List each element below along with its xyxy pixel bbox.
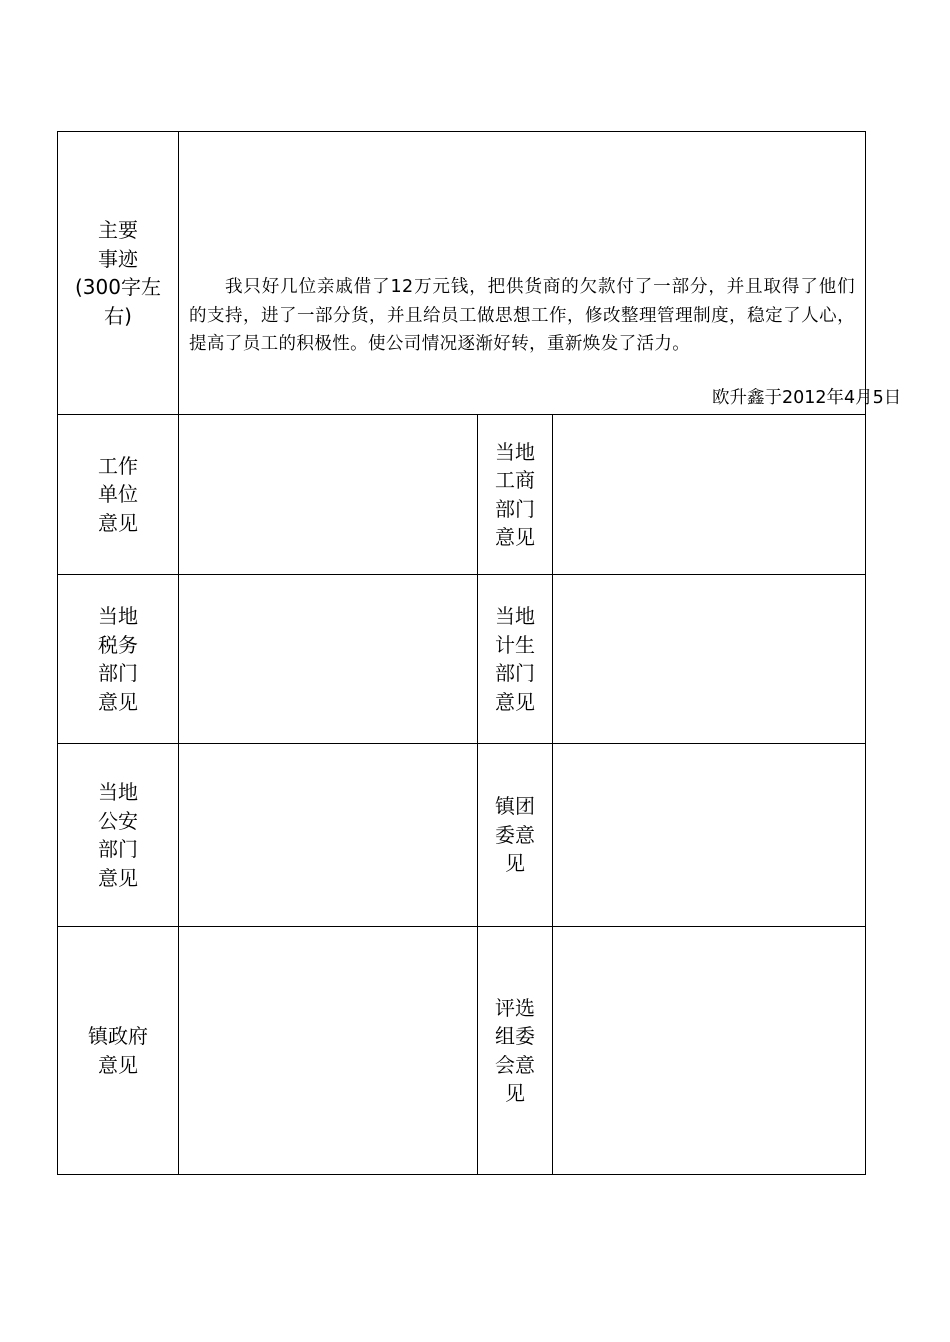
local-family-planning-opinion-label bbox=[478, 575, 553, 744]
main-deeds-row bbox=[58, 132, 866, 415]
main-deeds-signature: 欧升鑫于2012年4月5日 bbox=[712, 388, 902, 408]
label-line: 意见 bbox=[98, 865, 138, 890]
opinion-row bbox=[58, 575, 866, 744]
local-public-security-opinion-label bbox=[58, 744, 179, 927]
recommendation-form-table bbox=[57, 131, 902, 1175]
label-line: 意见 bbox=[98, 1052, 138, 1077]
work-unit-opinion-field[interactable] bbox=[179, 415, 478, 575]
main-deeds-text: 我只好几位亲戚借了12万元钱，把供货商的欠款付了一部分，并且取得了他们的支持，进了一部分货，并且给员工做思想工作，修改整理管理制度，稳定了人心，提高了员工的积极性。使公司情况逐渐好转，重新焕发了活力。 bbox=[189, 277, 855, 354]
label-line: 公安 bbox=[98, 808, 138, 833]
local-tax-opinion-label bbox=[58, 575, 179, 744]
label-line: 会意 bbox=[495, 1052, 535, 1077]
label-line: 镇团 bbox=[495, 794, 535, 819]
town-government-opinion-field[interactable] bbox=[179, 927, 478, 1175]
main-deeds-label-line: 主要 bbox=[98, 218, 138, 242]
label-line: 部门 bbox=[98, 837, 138, 861]
local-tax-opinion-field[interactable] bbox=[179, 575, 478, 744]
label-line: 见 bbox=[505, 851, 525, 876]
label-line: 当地 bbox=[98, 780, 138, 804]
town-government-opinion-label bbox=[58, 927, 179, 1175]
local-industry-commerce-opinion-label bbox=[478, 415, 553, 575]
label-line: 税务 bbox=[98, 632, 138, 657]
main-deeds-label bbox=[58, 132, 179, 415]
label-line: 工作 bbox=[98, 453, 138, 478]
selection-committee-opinion-label bbox=[478, 927, 553, 1175]
work-unit-opinion-label bbox=[58, 415, 179, 575]
opinion-row bbox=[58, 744, 866, 927]
label-line: 部门 bbox=[98, 661, 138, 685]
label-line: 当地 bbox=[495, 604, 535, 628]
main-deeds-label-line: 事迹 bbox=[98, 246, 138, 271]
label-line: 意见 bbox=[98, 510, 138, 535]
opinion-row bbox=[58, 415, 866, 575]
label-line: 意见 bbox=[98, 689, 138, 714]
label-line: 单位 bbox=[98, 482, 138, 507]
label-line: 见 bbox=[505, 1081, 525, 1105]
label-line: 当地 bbox=[495, 439, 535, 464]
label-line: 计生 bbox=[495, 632, 535, 657]
town-youth-league-opinion-label bbox=[478, 744, 553, 927]
main-deeds-label-line: (300字左 bbox=[75, 275, 161, 299]
label-line: 镇政府 bbox=[88, 1024, 148, 1048]
selection-committee-opinion-field[interactable] bbox=[553, 927, 866, 1175]
label-line: 当地 bbox=[98, 604, 138, 628]
main-deeds-label-line: 右) bbox=[104, 303, 132, 328]
label-line: 部门 bbox=[495, 661, 535, 685]
main-deeds-content[interactable] bbox=[179, 132, 902, 415]
label-line: 评选 bbox=[495, 995, 535, 1020]
label-line: 委意 bbox=[495, 822, 535, 847]
opinion-row bbox=[58, 927, 866, 1175]
label-line: 工商 bbox=[495, 468, 535, 492]
town-youth-league-opinion-field[interactable] bbox=[553, 744, 866, 927]
local-industry-commerce-opinion-field[interactable] bbox=[553, 415, 866, 575]
label-line: 组委 bbox=[495, 1024, 535, 1048]
label-line: 意见 bbox=[495, 525, 535, 549]
label-line: 意见 bbox=[495, 689, 535, 714]
label-line: 部门 bbox=[495, 496, 535, 521]
local-public-security-opinion-field[interactable] bbox=[179, 744, 478, 927]
local-family-planning-opinion-field[interactable] bbox=[553, 575, 866, 744]
